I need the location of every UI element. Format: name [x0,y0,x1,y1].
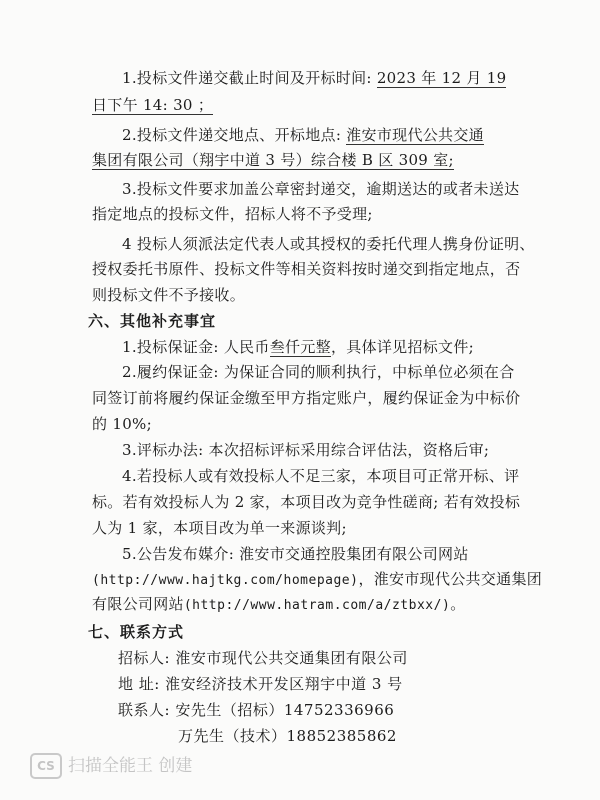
s6-item1-amount: 叁仟元整 [269,338,331,356]
p1-date: 2023 年 12 月 19 [376,69,507,87]
tenderer-line: 招标人: 淮安市现代公共交通集团有限公司 [118,649,408,667]
url-hatram: (http://www.hatram.com/a/ztbxx/) [183,598,451,613]
s6-item4-line1: 4.若投标人或有效投标人不足三家，本项目可正常开标、评 [122,467,520,485]
p1-line2 [92,93,213,117]
section7-heading: 七、联系方式 [88,623,185,641]
s6-item5-line3 [92,592,466,616]
s6-item1 [122,335,474,359]
s6-item5-line2 [92,567,542,591]
s6-item3: 3.评标办法: 本次招标评标采用综合评估法，资格后审; [122,441,490,459]
s6-item2-line3: 的 10%; [92,415,152,433]
watermark-text: 扫描全能王 创建 [68,756,193,776]
s6-item4-line3: 人为 1 家，本项目改为单一来源谈判; [92,519,347,537]
s6-item5-line3-prefix: 有限公司网站 [92,595,184,613]
s6-item5-line2-rest: ，淮安市现代公共交通集团 [358,570,543,588]
p1-time: 日下午 14: 30 ； [92,96,214,114]
p3-line1: 3.投标文件要求加盖公章密封递交，逾期送达的或者未送达 [122,180,520,198]
p2-line1 [122,123,484,147]
s6-item4-line2: 标。若有效投标人为 2 家，本项目改为竞争性磋商; 若有效投标 [92,493,521,511]
s6-item1-label: 1.投标保证金: 人民币 [122,338,270,356]
p2-label: 2.投标文件递交地点、开标地点: [122,126,347,144]
scanner-watermark [30,752,192,780]
p2-address: 集团有限公司（翔宇中道 3 号）综合楼 B 区 309 室; [92,151,454,169]
s6-item5-line1: 5.公告发布媒介: 淮安市交通控股集团有限公司网站 [122,545,469,563]
p4-line2: 授权委托书原件、投标文件等相关资料按时递交到指定地点，否 [92,260,521,278]
p4-line3: 则投标文件不予接收。 [92,286,246,304]
s6-item1-suffix: ，具体详见招标文件; [330,338,474,356]
p2-place: 淮安市现代公共交通 [346,126,484,144]
url-hajtkg: (http://www.hajtkg.com/homepage) [92,573,359,588]
s6-item2-line2: 同签订前将履约保证金缴至甲方指定账户，履约保证金为中标价 [92,389,521,407]
camscanner-logo-icon: CS [30,753,62,779]
p3-line2: 指定地点的投标文件，招标人将不予受理; [92,205,373,223]
contact1-line: 联系人: 安先生（招标）14752336966 [118,701,395,719]
section6-heading: 六、其他补充事宜 [88,312,217,330]
contact2-line: 万先生（技术）18852385862 [178,727,397,745]
p4-line1: 4 投标人须派法定代表人或其授权的委托代理人携身份证明、 [122,235,535,253]
s6-item5-line3-suffix: 。 [450,595,466,613]
s6-item2-line1: 2.履约保证金: 为保证合同的顺利执行，中标单位必须在合 [122,363,515,381]
p1-line1 [122,66,506,90]
address-line: 地 址: 淮安经济技术开发区翔宇中道 3 号 [118,675,403,693]
p2-line2 [92,148,454,172]
p1-label: 1.投标文件递交截止时间及开标时间: [122,69,377,87]
